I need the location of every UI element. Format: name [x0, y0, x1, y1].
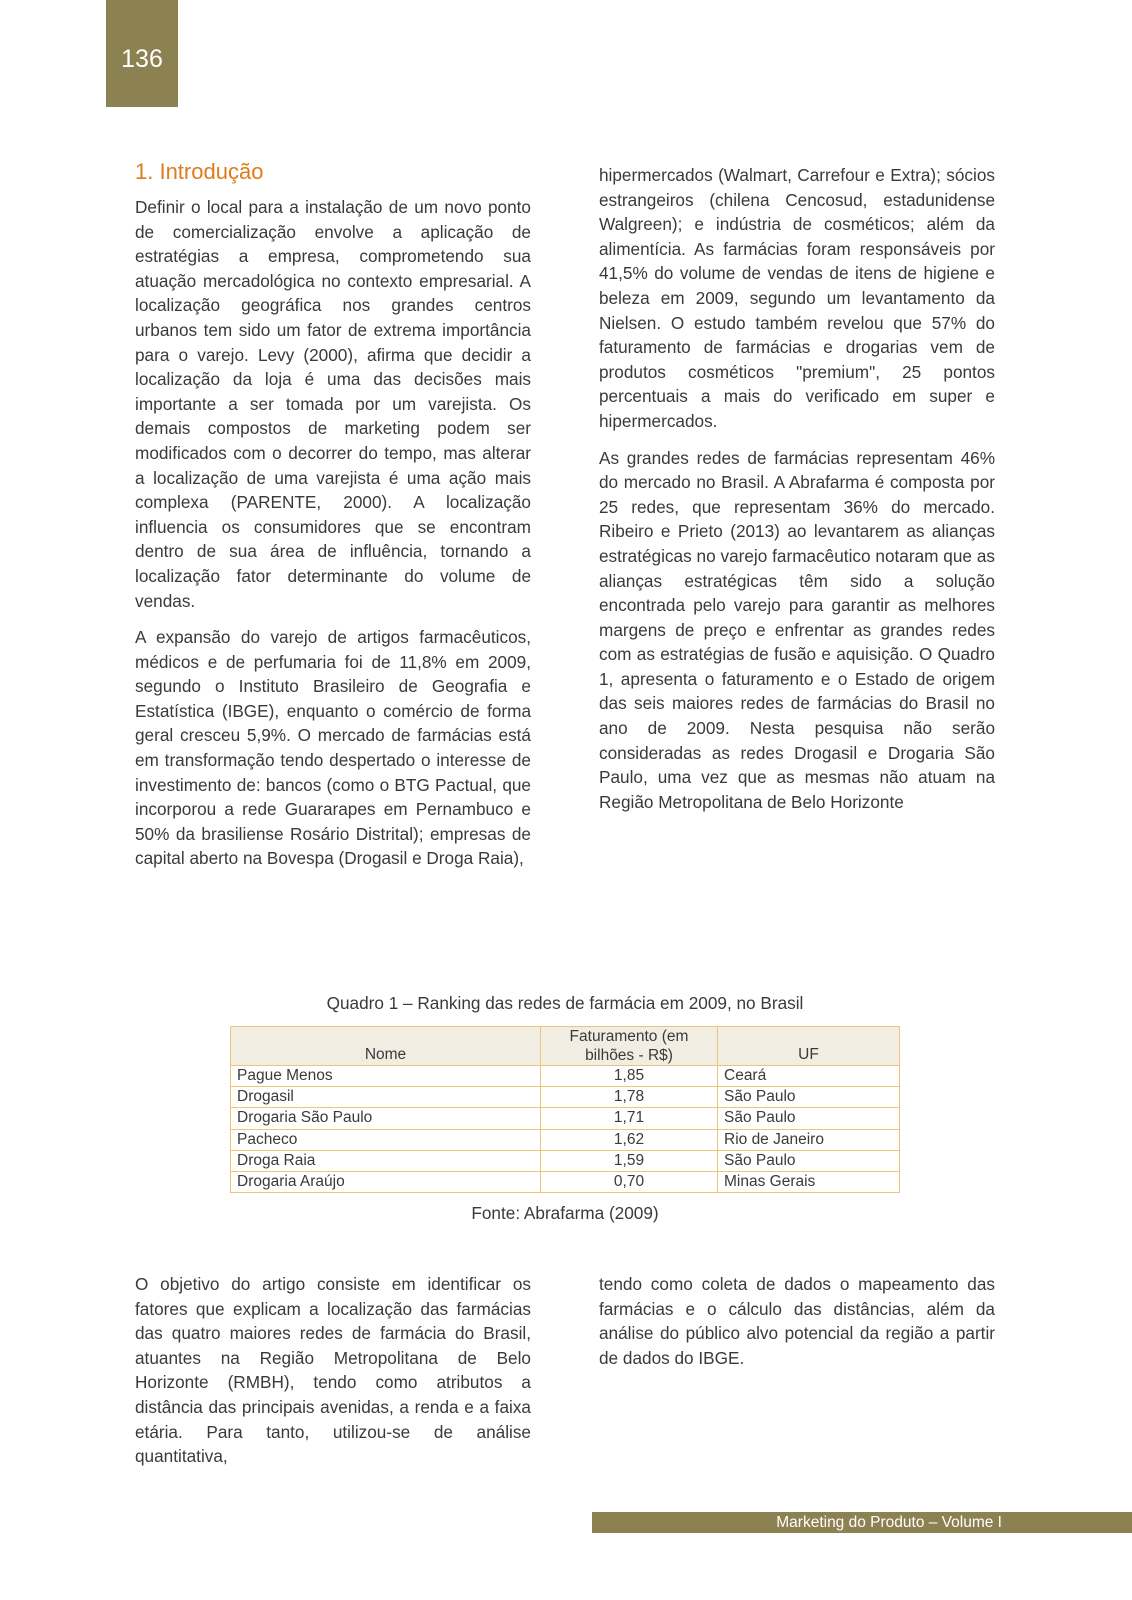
- paragraph: tendo como coleta de dados o mapeamento das farmácias e o cálculo das distâncias, além da análise do público alvo potencial da região a partir de dados do IBGE.: [599, 1274, 995, 1368]
- right-column-bottom: [599, 1272, 995, 1382]
- cell-name: Drogaria Araújo: [231, 1172, 541, 1193]
- cell-name: Pague Menos: [231, 1066, 541, 1087]
- page-number: 136: [121, 45, 163, 73]
- cell-name: Drogaria São Paulo: [231, 1108, 541, 1129]
- right-column-top: [599, 163, 995, 826]
- table-row: [231, 1172, 900, 1193]
- table-row: [231, 1150, 900, 1171]
- cell-revenue: 0,70: [541, 1172, 718, 1193]
- table-row: [231, 1066, 900, 1087]
- cell-uf: São Paulo: [718, 1108, 900, 1129]
- cell-name: Droga Raia: [231, 1150, 541, 1171]
- cell-uf: Ceará: [718, 1066, 900, 1087]
- page-number-tab: [106, 0, 178, 107]
- column-header-revenue: [541, 1027, 718, 1066]
- ranking-table: [230, 1026, 900, 1193]
- left-column-bottom: [135, 1272, 531, 1481]
- cell-uf: São Paulo: [718, 1150, 900, 1171]
- paragraph: Definir o local para a instalação de um novo ponto de comercialização envolve a aplicação de estratégias a empresa, comprometendo sua atuação mercadológica no contexto empresarial. A localização geográfica nos grandes centros urbanos tem sido um fator de extrema importância para o varejo. Levy (2000), afirma que decidir a localização da loja é uma das decisões mais importante a ser tomada por um varejista. Os demais compostos de marketing podem ser modificados com o decorrer do tempo, mas alterar a localização de uma varejista é uma ação mais complexa (PARENTE, 2000). A localização influencia os consumidores que se encontram dentro de sua área de influência, tornando a localização fator determinante do volume de vendas.: [135, 197, 531, 611]
- table-row: [231, 1129, 900, 1150]
- section-title: 1. Introdução: [135, 159, 264, 184]
- column-header-revenue-line2: bilhões - R$): [585, 1047, 673, 1064]
- cell-name: Pacheco: [231, 1129, 541, 1150]
- footer-bar: [592, 1512, 1132, 1533]
- table-row: [231, 1087, 900, 1108]
- cell-uf: São Paulo: [718, 1087, 900, 1108]
- cell-revenue: 1,59: [541, 1150, 718, 1171]
- cell-revenue: 1,62: [541, 1129, 718, 1150]
- table-source: Fonte: Abrafarma (2009): [471, 1203, 659, 1223]
- column-header-revenue-line1: Faturamento (em: [569, 1028, 689, 1045]
- cell-name: Drogasil: [231, 1087, 541, 1108]
- paragraph: O objetivo do artigo consiste em identificar os fatores que explicam a localização das farmácias das quatro maiores redes de farmácia do Brasil, atuantes na Região Metropolitana de Belo Horizonte (RMBH), tendo como atributos a distância das principais avenidas, a renda e a faixa etária. Para tanto, utilizou-se de análise quantitativa,: [135, 1274, 531, 1467]
- paragraph: hipermercados (Walmart, Carrefour e Extra); sócios estrangeiros (chilena Cencosud, estadunidense Walgreen); e indústria de cosméticos; além da alimentícia. As farmácias foram responsáveis por 41,5% do volume de vendas de itens de higiene e beleza em 2009, segundo um levantamento da Nielsen. O estudo também revelou que 57% do faturamento de farmácias e drogarias vem de produtos cosméticos "premium", 25 pontos percentuais a mais do verificado em super e hipermercados.: [599, 165, 995, 431]
- column-header-name: Nome: [231, 1027, 541, 1066]
- cell-revenue: 1,71: [541, 1108, 718, 1129]
- cell-revenue: 1,85: [541, 1066, 718, 1087]
- cell-uf: Rio de Janeiro: [718, 1129, 900, 1150]
- table-row: [231, 1108, 900, 1129]
- cell-revenue: 1,78: [541, 1087, 718, 1108]
- table-header-row: [231, 1027, 900, 1066]
- column-header-uf: UF: [718, 1027, 900, 1066]
- paragraph: As grandes redes de farmácias representam 46% do mercado no Brasil. A Abrafarma é composta por 25 redes, que representam 36% do mercado. Ribeiro e Prieto (2013) ao levantarem as alianças estratégicas no varejo farmacêutico notaram que as alianças estratégicas têm sido a solução encontrada pelo varejo para garantir as melhores margens de preço e enfrentar as grandes redes com as estratégias de fusão e aquisição. O Quadro 1, apresenta o faturamento e o Estado de origem das seis maiores redes de farmácias do Brasil no ano de 2009. Nesta pesquisa não serão consideradas as redes Drogasil e Drogaria São Paulo, uma vez que as mesmas não atuam na Região Metropolitana de Belo Horizonte: [599, 447, 995, 812]
- table-caption: Quadro 1 – Ranking das redes de farmácia em 2009, no Brasil: [326, 993, 804, 1013]
- left-column-top: [135, 158, 531, 883]
- paragraph: A expansão do varejo de artigos farmacêuticos, médicos e de perfumaria foi de 11,8% em 2009, segundo o Instituto Brasileiro de Geografia e Estatística (IBGE), enquanto o comércio de forma geral cresceu 5,9%. O mercado de farmácias está em transformação tendo despertado o interesse de investimento de: bancos (como o BTG Pactual, que incorporou a rede Guararapes em Pernambuco e 50% da brasiliense Rosário Distrital); empresas de capital aberto na Bovespa (Drogasil e Droga Raia),: [135, 627, 531, 869]
- footer-title: Marketing do Produto – Volume I: [776, 1514, 1002, 1531]
- cell-uf: Minas Gerais: [718, 1172, 900, 1193]
